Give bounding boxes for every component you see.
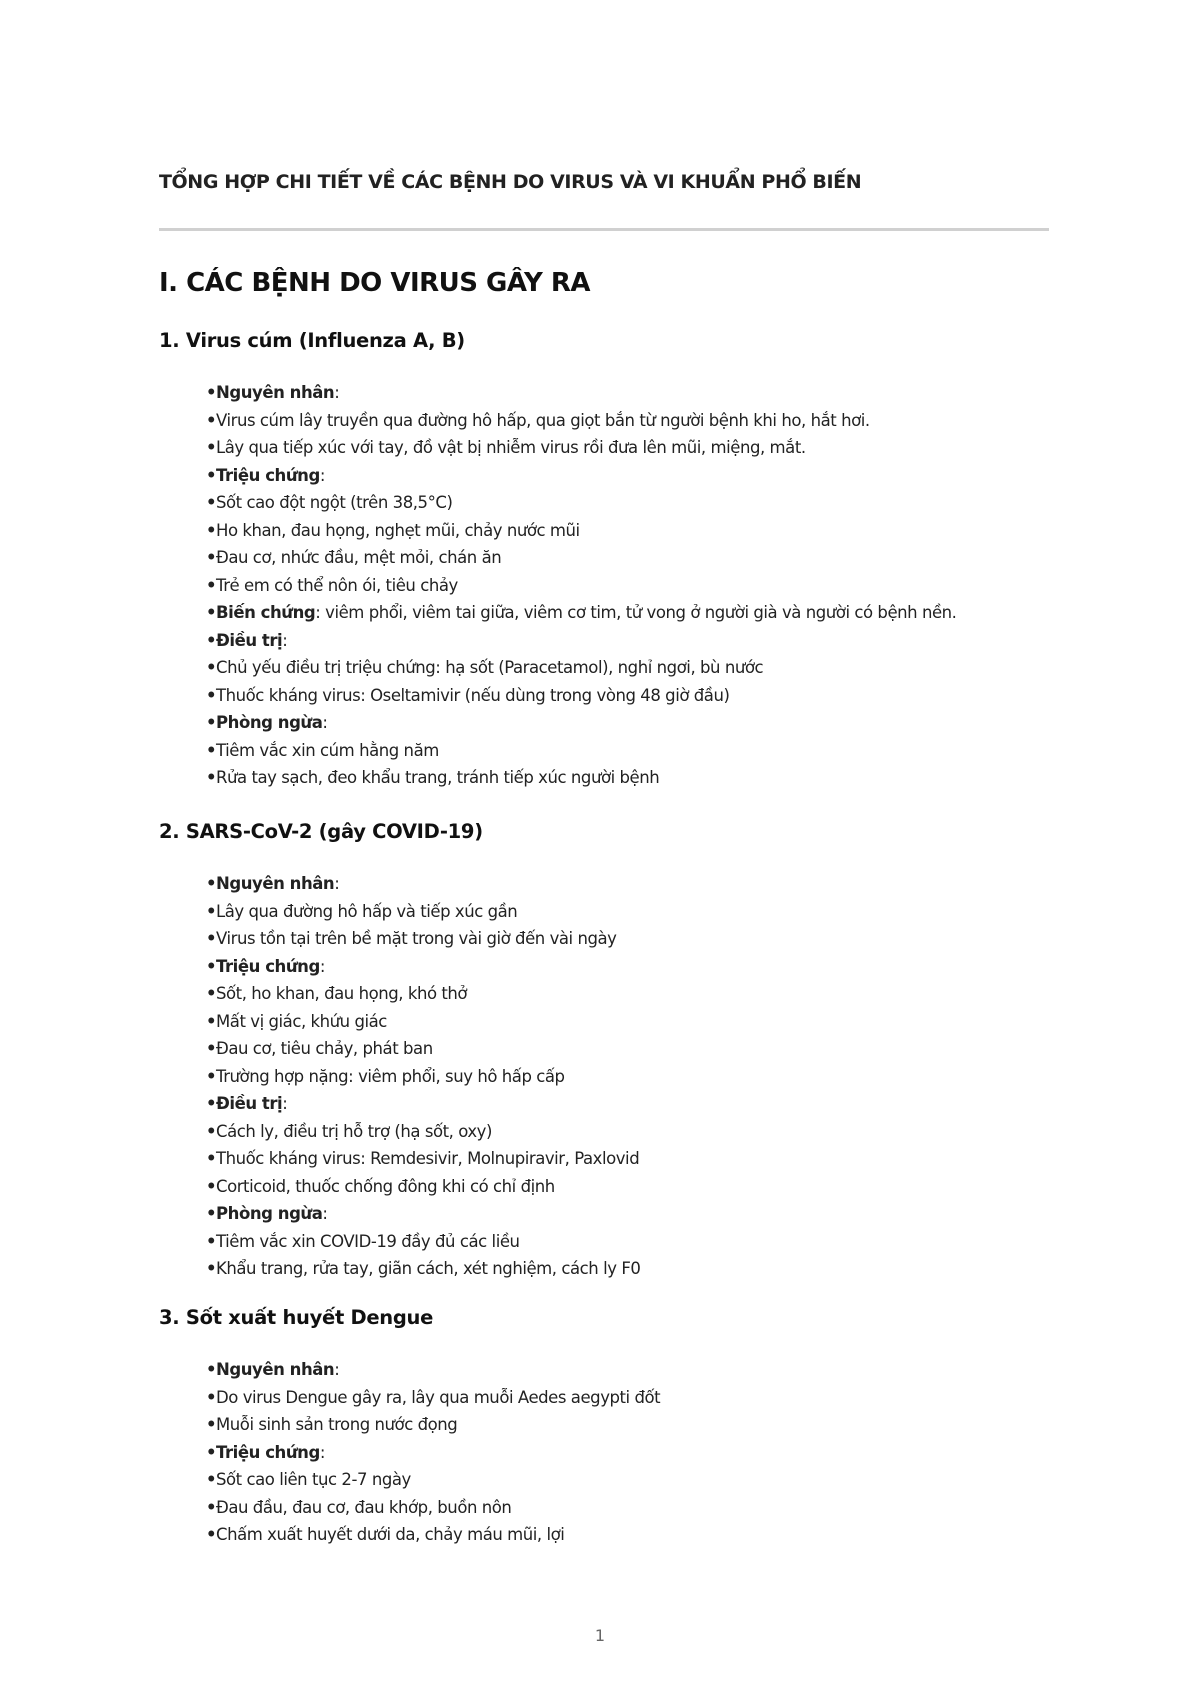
bullet-icon: • [206, 520, 217, 540]
item-label: Nguyên nhân [216, 383, 335, 402]
item-text: Sốt, ho khan, đau họng, khó thở [216, 984, 468, 1003]
bullet-icon: • [206, 1497, 217, 1517]
bullet-icon: • [206, 1259, 217, 1278]
item-text: Trẻ em có thể nôn ói, tiêu chảy [216, 575, 458, 595]
disease-list-covid [206, 870, 640, 1283]
item-text: Virus tồn tại trên bề mặt trong vài giờ đến vài ngày [216, 929, 617, 948]
list-item [206, 1356, 660, 1384]
bullet-icon: • [206, 630, 217, 650]
item-text: Rửa tay sạch, đeo khẩu trang, tránh tiếp xúc người bệnh [216, 768, 660, 787]
bullet-icon: • [206, 1176, 217, 1196]
item-text: Cách ly, điều trị hỗ trợ (hạ sốt, oxy) [216, 1121, 492, 1141]
list-item [206, 682, 956, 710]
bullet-icon: • [206, 956, 217, 976]
list-item [206, 1035, 640, 1063]
document-title: TỔNG HỢP CHI TIẾT VỀ CÁC BỆNH DO VIRUS VÀ VI KHUẨN PHỔ BIẾN [159, 171, 862, 193]
item-text: Trường hợp nặng: viêm phổi, suy hô hấp cấp [216, 1066, 565, 1086]
item-text: Thuốc kháng virus: Remdesivir, Molnupiravir, Paxlovid [216, 1149, 640, 1168]
item-label: Phòng ngừa [216, 713, 323, 732]
bullet-icon: • [206, 901, 217, 921]
item-text: : [334, 1360, 340, 1379]
bullet-icon: • [206, 410, 217, 430]
item-text: : [282, 630, 288, 650]
list-item [206, 1063, 640, 1091]
bullet-icon: • [206, 874, 217, 893]
item-text: : [322, 1204, 328, 1223]
list-item [206, 764, 956, 792]
bullet-icon: • [206, 1415, 217, 1434]
list-item [206, 572, 956, 600]
list-item [206, 379, 956, 407]
item-text: : [319, 465, 325, 485]
item-label: Nguyên nhân [216, 874, 335, 893]
item-text: Corticoid, thuốc chống đông khi có chỉ định [216, 1176, 555, 1196]
item-text: Đau cơ, tiêu chảy, phát ban [216, 1039, 433, 1058]
bullet-icon: • [206, 1360, 217, 1379]
item-label: Biến chứng [216, 603, 316, 622]
list-item [206, 489, 956, 517]
bullet-icon: • [206, 1442, 217, 1462]
list-item [206, 737, 956, 765]
item-text: Đau đầu, đau cơ, đau khớp, buồn nôn [216, 1497, 512, 1517]
bullet-icon: • [206, 575, 217, 595]
item-text: Sốt cao liên tục 2-7 ngày [216, 1470, 411, 1489]
list-item [206, 709, 956, 737]
list-item [206, 953, 640, 981]
item-text: Virus cúm lây truyền qua đường hô hấp, qua giọt bắn từ người bệnh khi ho, hắt hơi. [216, 410, 870, 430]
list-item [206, 1008, 640, 1036]
item-text: Thuốc kháng virus: Oseltamivir (nếu dùng trong vòng 48 giờ đầu) [216, 685, 730, 705]
bullet-icon: • [206, 984, 217, 1003]
bullet-icon: • [206, 1094, 217, 1113]
list-item [206, 1145, 640, 1173]
bullet-icon: • [206, 1066, 217, 1086]
item-text: : [319, 1442, 325, 1462]
list-item [206, 1384, 660, 1412]
bullet-icon: • [206, 685, 217, 705]
bullet-icon: • [206, 1470, 217, 1489]
list-item [206, 980, 640, 1008]
list-item [206, 1494, 660, 1522]
item-text: Khẩu trang, rửa tay, giãn cách, xét nghiệm, cách ly F0 [216, 1259, 641, 1278]
bullet-icon: • [206, 603, 217, 622]
item-label: Triệu chứng [216, 1442, 320, 1462]
item-label: Điều trị [216, 630, 283, 650]
bullet-icon: • [206, 1011, 217, 1031]
item-label: Nguyên nhân [216, 1360, 335, 1379]
item-text: Chủ yếu điều trị triệu chứng: hạ sốt (Paracetamol), nghỉ ngơi, bù nước [216, 658, 764, 677]
item-text: : [334, 874, 340, 893]
list-item [206, 1411, 660, 1439]
bullet-icon: • [206, 1204, 217, 1223]
list-item [206, 599, 956, 627]
bullet-icon: • [206, 1149, 217, 1168]
section-heading: I. CÁC BỆNH DO VIRUS GÂY RA [159, 268, 591, 298]
item-text: Muỗi sinh sản trong nước đọng [216, 1415, 458, 1434]
item-text: : [334, 383, 340, 402]
list-item [206, 1173, 640, 1201]
item-text: : [319, 956, 325, 976]
list-item [206, 1255, 640, 1283]
item-text: Chấm xuất huyết dưới da, chảy máu mũi, lợi [216, 1525, 565, 1544]
item-label: Điều trị [216, 1094, 283, 1113]
disease-heading-covid: 2. SARS-CoV-2 (gây COVID-19) [159, 820, 483, 843]
list-item [206, 544, 956, 572]
item-label: Triệu chứng [216, 956, 320, 976]
bullet-icon: • [206, 740, 217, 760]
bullet-icon: • [206, 713, 217, 732]
list-item [206, 1466, 660, 1494]
list-item [206, 434, 956, 462]
page-number: 1 [594, 1626, 606, 1645]
item-text: Do virus Dengue gây ra, lây qua muỗi Aedes aegypti đốt [216, 1387, 661, 1407]
item-text: Tiêm vắc xin cúm hằng năm [216, 740, 439, 760]
item-label: Triệu chứng [216, 465, 320, 485]
item-label: Phòng ngừa [216, 1204, 323, 1223]
item-text: : [282, 1094, 288, 1113]
list-item [206, 925, 640, 953]
bullet-icon: • [206, 465, 217, 485]
list-item [206, 627, 956, 655]
bullet-icon: • [206, 929, 217, 948]
list-item [206, 870, 640, 898]
bullet-icon: • [206, 1387, 217, 1407]
bullet-icon: • [206, 383, 217, 402]
item-text: Mất vị giác, khứu giác [216, 1011, 387, 1031]
bullet-icon: • [206, 493, 217, 512]
item-text: : [322, 713, 328, 732]
list-item [206, 1228, 640, 1256]
item-text: Tiêm vắc xin COVID-19 đầy đủ các liều [216, 1231, 520, 1251]
disease-heading-dengue: 3. Sốt xuất huyết Dengue [159, 1306, 434, 1329]
bullet-icon: • [206, 1039, 217, 1058]
list-item [206, 1090, 640, 1118]
bullet-icon: • [206, 1121, 217, 1141]
bullet-icon: • [206, 1525, 217, 1544]
list-item [206, 654, 956, 682]
bullet-icon: • [206, 768, 217, 787]
title-divider [159, 228, 1049, 231]
item-text: Lây qua đường hô hấp và tiếp xúc gần [216, 901, 518, 921]
bullet-icon: • [206, 1231, 217, 1251]
list-item [206, 1200, 640, 1228]
list-item [206, 898, 640, 926]
disease-heading-influenza: 1. Virus cúm (Influenza A, B) [159, 329, 465, 352]
bullet-icon: • [206, 548, 217, 567]
list-item [206, 407, 956, 435]
list-item [206, 1439, 660, 1467]
disease-list-influenza [206, 379, 956, 792]
list-item [206, 1118, 640, 1146]
disease-list-dengue [206, 1356, 660, 1549]
item-text: Sốt cao đột ngột (trên 38,5°C) [216, 493, 453, 512]
item-text: Ho khan, đau họng, nghẹt mũi, chảy nước mũi [216, 520, 580, 540]
list-item [206, 517, 956, 545]
list-item [206, 462, 956, 490]
list-item [206, 1521, 660, 1549]
item-text: Đau cơ, nhức đầu, mệt mỏi, chán ăn [216, 548, 502, 567]
item-text: : viêm phổi, viêm tai giữa, viêm cơ tim, tử vong ở người già và người có bệnh nền. [315, 603, 957, 622]
bullet-icon: • [206, 658, 217, 677]
item-text: Lây qua tiếp xúc với tay, đồ vật bị nhiễm virus rồi đưa lên mũi, miệng, mắt. [216, 438, 806, 457]
bullet-icon: • [206, 438, 217, 457]
